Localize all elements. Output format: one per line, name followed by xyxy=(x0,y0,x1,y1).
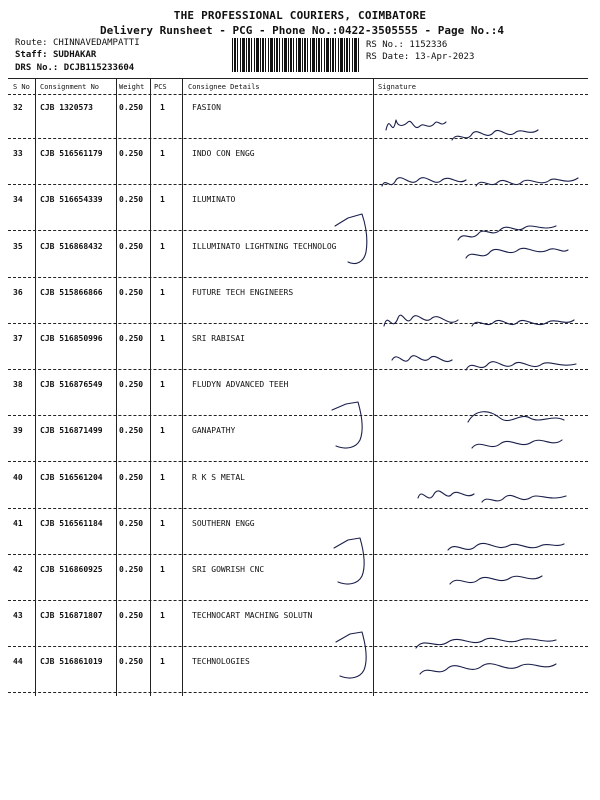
signature-row-41 xyxy=(418,491,566,502)
consignee-cell: SOUTHERN ENGG xyxy=(192,518,255,528)
row-separator xyxy=(8,554,588,555)
col-divider xyxy=(373,78,374,696)
weight-cell: 0.250 xyxy=(119,334,144,343)
signature-row-37 xyxy=(392,356,576,370)
row-separator xyxy=(8,184,588,185)
consignee-cell: R K S METAL xyxy=(192,472,245,482)
signature-row-36 xyxy=(384,315,574,326)
consignment-cell: CJB 1320573 xyxy=(40,103,93,112)
col-header-signature: Signature xyxy=(378,83,416,91)
sno-cell: 44 xyxy=(13,657,23,667)
weight-cell: 0.250 xyxy=(119,103,144,112)
consignment-cell: CJB 516561184 xyxy=(40,518,103,528)
route-value: CHINNAVEDAMPATTI xyxy=(52,38,140,48)
route-label: Route: xyxy=(15,38,48,48)
sno-cell: 42 xyxy=(13,565,23,574)
rs-no-line xyxy=(366,40,447,50)
sno-cell: 37 xyxy=(13,334,23,343)
weight-cell: 0.250 xyxy=(119,518,144,528)
consignment-cell: CJB 516654339 xyxy=(40,195,103,205)
consignee-cell: TECHNOLOGIES xyxy=(192,657,250,667)
sno-cell: 32 xyxy=(13,103,23,112)
route-line xyxy=(15,38,140,48)
weight-cell: 0.250 xyxy=(119,657,144,667)
weight-cell: 0.250 xyxy=(119,426,144,436)
staff-label: Staff: xyxy=(15,50,48,60)
consignment-cell: CJB 516871807 xyxy=(40,611,103,621)
header-top-rule xyxy=(8,78,588,79)
consignee-cell: FLUDYN ADVANCED TEEH xyxy=(192,380,289,390)
header-bottom-rule xyxy=(8,94,588,95)
row-separator xyxy=(8,646,588,647)
col-header-weight: Weight xyxy=(119,83,145,91)
col-divider xyxy=(116,78,117,696)
row-separator xyxy=(8,415,588,416)
runsheet-subtitle: Delivery Runsheet - PCG - Phone No.:0422-3505555 - Page No.:4 xyxy=(100,24,504,37)
rs-date-value: 13-Apr-2023 xyxy=(414,52,475,62)
pcs-cell: 1 xyxy=(160,287,165,297)
sno-cell: 36 xyxy=(13,287,23,297)
pcs-cell: 1 xyxy=(160,657,165,667)
weight-cell: 0.250 xyxy=(119,380,144,390)
consignee-cell: FUTURE TECH ENGINEERS xyxy=(192,287,294,297)
barcode xyxy=(232,38,360,72)
pcs-cell: 1 xyxy=(160,195,165,205)
row-separator xyxy=(8,323,588,324)
consignment-cell: CJB 516860925 xyxy=(40,565,103,574)
tick-row-39 xyxy=(332,402,362,448)
pcs-cell: 1 xyxy=(160,380,165,390)
consignment-cell: CJB 516561179 xyxy=(40,149,103,159)
row-separator xyxy=(8,230,588,231)
consignment-cell: CJB 516868432 xyxy=(40,241,103,251)
weight-cell: 0.250 xyxy=(119,149,144,159)
rs-no-value: 1152336 xyxy=(409,40,448,50)
pcs-cell: 1 xyxy=(160,334,165,343)
rs-no-label: RS No.: xyxy=(366,40,404,50)
consignment-cell: CJB 516861019 xyxy=(40,657,103,667)
drs-line xyxy=(15,63,134,73)
rs-date-line xyxy=(366,52,474,62)
col-header-consignee: Consignee Details xyxy=(188,83,260,91)
sno-cell: 43 xyxy=(13,611,23,621)
consignee-cell: ILUMINATO xyxy=(192,195,236,205)
company-title: THE PROFESSIONAL COURIERS, COIMBATORE xyxy=(173,9,427,22)
signature-row-42 xyxy=(448,543,564,584)
pcs-cell: 1 xyxy=(160,241,165,251)
pcs-cell: 1 xyxy=(160,565,165,574)
pcs-cell: 1 xyxy=(160,518,165,528)
pcs-cell: 1 xyxy=(160,149,165,159)
consignee-cell: SRI RABISAI xyxy=(192,334,245,343)
weight-cell: 0.250 xyxy=(119,565,144,574)
col-divider xyxy=(35,78,36,696)
weight-cell: 0.250 xyxy=(119,195,144,205)
pcs-cell: 1 xyxy=(160,611,165,621)
tick-row-44 xyxy=(336,632,366,678)
sno-cell: 39 xyxy=(13,426,23,436)
col-header-sno: S No xyxy=(13,83,30,91)
weight-cell: 0.250 xyxy=(119,611,144,621)
signature-row-32 xyxy=(386,120,538,140)
staff-line xyxy=(15,50,96,60)
consignment-cell: CJB 515866866 xyxy=(40,287,103,297)
col-divider xyxy=(150,78,151,696)
sno-cell: 33 xyxy=(13,149,23,159)
consignee-cell: GANAPATHY xyxy=(192,426,236,436)
row-separator xyxy=(8,369,588,370)
row-separator xyxy=(8,277,588,278)
weight-cell: 0.250 xyxy=(119,287,144,297)
pcs-cell: 1 xyxy=(160,426,165,436)
row-separator xyxy=(8,508,588,509)
col-divider xyxy=(182,78,183,696)
pcs-cell: 1 xyxy=(160,472,165,482)
sno-cell: 34 xyxy=(13,195,23,205)
weight-cell: 0.250 xyxy=(119,241,144,251)
col-header-consignment: Consignment No xyxy=(40,83,100,91)
rs-date-label: RS Date: xyxy=(366,52,410,62)
consignee-cell: FASION xyxy=(192,103,221,112)
row-separator xyxy=(8,461,588,462)
consignee-cell: ILLUMINATO LIGHTNING TECHNOLOG xyxy=(192,241,337,251)
staff-value: SUDHAKAR xyxy=(52,50,97,60)
consignee-cell: INDO CON ENGG xyxy=(192,149,255,159)
signature-row-44 xyxy=(416,638,556,674)
consignment-cell: CJB 516876549 xyxy=(40,380,103,390)
sno-cell: 35 xyxy=(13,241,23,251)
consignment-cell: CJB 516561204 xyxy=(40,472,103,482)
col-header-pcs: PCS xyxy=(154,83,167,91)
pcs-cell: 1 xyxy=(160,103,165,112)
sno-cell: 41 xyxy=(13,518,23,528)
signature-row-39 xyxy=(468,412,564,448)
consignment-cell: CJB 516850996 xyxy=(40,334,103,343)
sno-cell: 38 xyxy=(13,380,23,390)
row-separator xyxy=(8,138,588,139)
tick-row-42 xyxy=(334,538,364,584)
sno-cell: 40 xyxy=(13,472,23,482)
consignee-cell: TECHNOCART MACHING SOLUTN xyxy=(192,611,313,621)
row-separator xyxy=(8,692,588,693)
row-separator xyxy=(8,600,588,601)
drs-value: DCJB115233604 xyxy=(63,63,135,73)
consignment-cell: CJB 516871499 xyxy=(40,426,103,436)
consignee-cell: SRI GOWRISH CNC xyxy=(192,565,265,574)
drs-label: DRS No.: xyxy=(15,63,59,73)
weight-cell: 0.250 xyxy=(119,472,144,482)
tick-row-34 xyxy=(335,214,367,264)
